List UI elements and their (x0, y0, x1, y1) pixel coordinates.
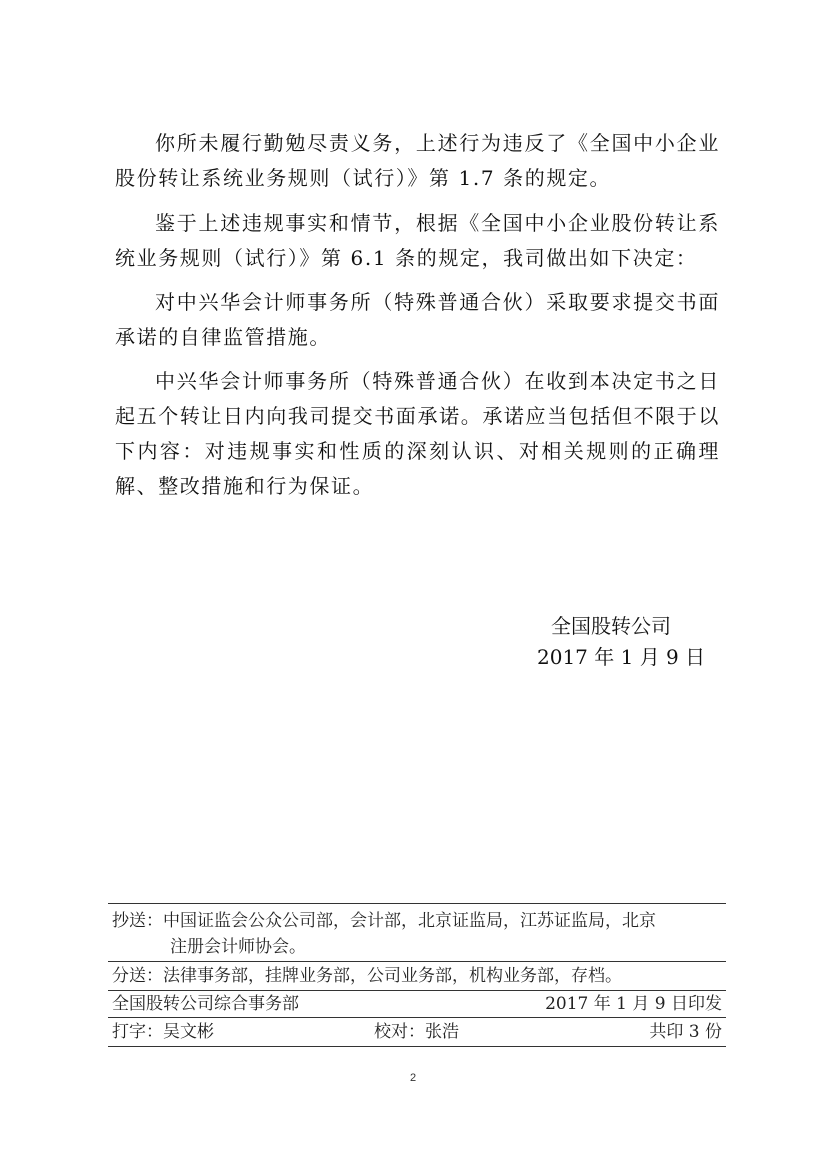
copies-count: 共印 3 份 (649, 1022, 722, 1042)
signature-date: 2017 年 1 月 9 日 (537, 645, 706, 669)
footer-rule-top (108, 903, 726, 904)
cc-label: 抄送： (112, 911, 163, 931)
typist: 打字：吴文彬 (112, 1022, 214, 1042)
proofreader: 校对：张浩 (374, 1022, 459, 1042)
footer-rule-bottom (108, 1046, 726, 1047)
paragraph-decision: 对中兴华会计师事务所（特殊普通合伙）采取要求提交书面承诺的自律监管措施。 (115, 290, 720, 349)
cc-recipients-line2: 注册会计师协会。 (170, 937, 306, 957)
footer-rule-mid3 (108, 1017, 726, 1018)
print-date: 2017 年 1 月 9 日印发 (545, 994, 722, 1014)
footer-rule-mid2 (108, 990, 726, 991)
paragraph-requirement: 中兴华会计师事务所（特殊普通合伙）在收到本决定书之日起五个转让日内向我司提交书面承诺。承诺应当包括但不限于以下内容：对违规事实和性质的深刻认识、对相关规则的正确理解、整改措施和行为保证。 (115, 369, 720, 498)
cc-recipients-line1: 中国证监会公众公司部，会计部，北京证监局，江苏证监局，北京 (163, 911, 656, 931)
footer-rule-mid1 (108, 961, 726, 962)
signature-issuer: 全国股转公司 (551, 614, 671, 638)
distribution-row (112, 964, 622, 988)
paragraph-basis: 鉴于上述违规事实和情节，根据《全国中小企业股份转让系统业务规则（试行）》第 6.1 条的规定，我司做出如下决定： (115, 211, 720, 270)
page-number: 2 (409, 1072, 417, 1084)
distribution-label: 分送： (112, 966, 163, 986)
distribution-recipients: 法律事务部，挂牌业务部，公司业务部，机构业务部，存档。 (163, 966, 622, 986)
paragraph-violation: 你所未履行勤勉尽责义务，上述行为违反了《全国中小企业股份转让系统业务规则（试行）》第 1.7 条的规定。 (115, 131, 720, 190)
cc-row (112, 909, 656, 933)
issuing-office: 全国股转公司综合事务部 (112, 994, 299, 1014)
